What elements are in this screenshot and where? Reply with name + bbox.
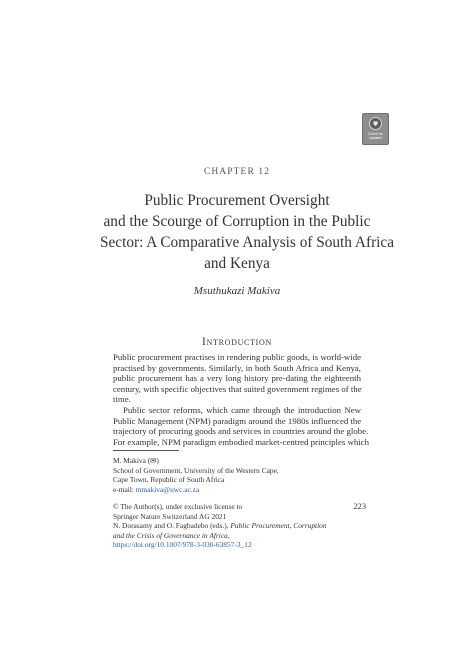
text-line: time. bbox=[113, 394, 131, 405]
footnote-email-row bbox=[113, 485, 363, 495]
copyright-block bbox=[113, 502, 361, 550]
chapter-title bbox=[100, 190, 395, 274]
author-footnote bbox=[113, 456, 363, 494]
section-heading: Introduction bbox=[201, 336, 272, 348]
text-line: Public procurement practises in rendering public goods, is world-wide bbox=[113, 352, 361, 362]
copyright-line: Springer Nature Switzerland AG 2021 bbox=[113, 511, 227, 521]
check-for-updates-icon bbox=[369, 117, 382, 130]
email-link[interactable]: mmakiva@uwc.ac.za bbox=[135, 484, 200, 494]
page-number: 223 bbox=[353, 502, 366, 511]
footnote-affiliation: Cape Town, Republic of South Africa bbox=[113, 475, 225, 485]
title-line: and the Scourge of Corruption in the Public bbox=[103, 213, 371, 230]
email-label: e-mail: bbox=[113, 484, 136, 494]
copyright-line: © The Author(s), under exclusive license to bbox=[113, 502, 243, 511]
footnote-affiliation: School of Government, University of the Western Cape, bbox=[113, 465, 279, 475]
title-line: and Kenya bbox=[204, 255, 270, 272]
chapter-label: CHAPTER 12 bbox=[203, 167, 271, 177]
text-line: century, with specific objectives that suited government regimes of the bbox=[113, 383, 362, 394]
citation-line bbox=[113, 521, 361, 531]
title-line: Sector: A Comparative Analysis of South Africa bbox=[100, 234, 395, 251]
text-line: Public sector reforms, which came through the introduction New bbox=[123, 404, 361, 415]
text-line: public procurement has a very long history pre-dating the eighteenth bbox=[113, 373, 361, 384]
citation-book-title: Public Procurement, Corruption bbox=[230, 521, 327, 531]
text-line: Public Management (NPM) paradigm around the 1980s influenced the bbox=[113, 415, 362, 426]
text-line: trajectory of procuring goods and services in countries around the globe. bbox=[113, 426, 369, 437]
citation-line bbox=[113, 531, 361, 541]
body-text bbox=[113, 352, 370, 447]
doi-link[interactable]: https://doi.org/10.1007/978-3-030-63857-3_12 bbox=[113, 540, 252, 550]
author-name: Msuthukazi Makiva bbox=[193, 285, 281, 297]
check-for-updates-button[interactable] bbox=[362, 113, 389, 145]
text-line: For example, NPM paradigm embodied market-centred principles which bbox=[113, 436, 370, 447]
citation-comma: , bbox=[227, 530, 230, 540]
check-for-updates-label: Check for updates bbox=[367, 132, 384, 140]
text-line: practised by governments. Similarly, in both South Africa and Kenya, bbox=[113, 362, 361, 373]
footnote-divider bbox=[113, 450, 179, 451]
title-line: Public Procurement Oversight bbox=[144, 192, 330, 209]
footnote-author: M. Makiva (✉) bbox=[113, 456, 159, 465]
citation-book-title: and the Crisis of Governance in Africa bbox=[113, 530, 228, 540]
citation-editors: N. Dorasamy and O. Fagbadebo (eds.), bbox=[113, 521, 231, 531]
